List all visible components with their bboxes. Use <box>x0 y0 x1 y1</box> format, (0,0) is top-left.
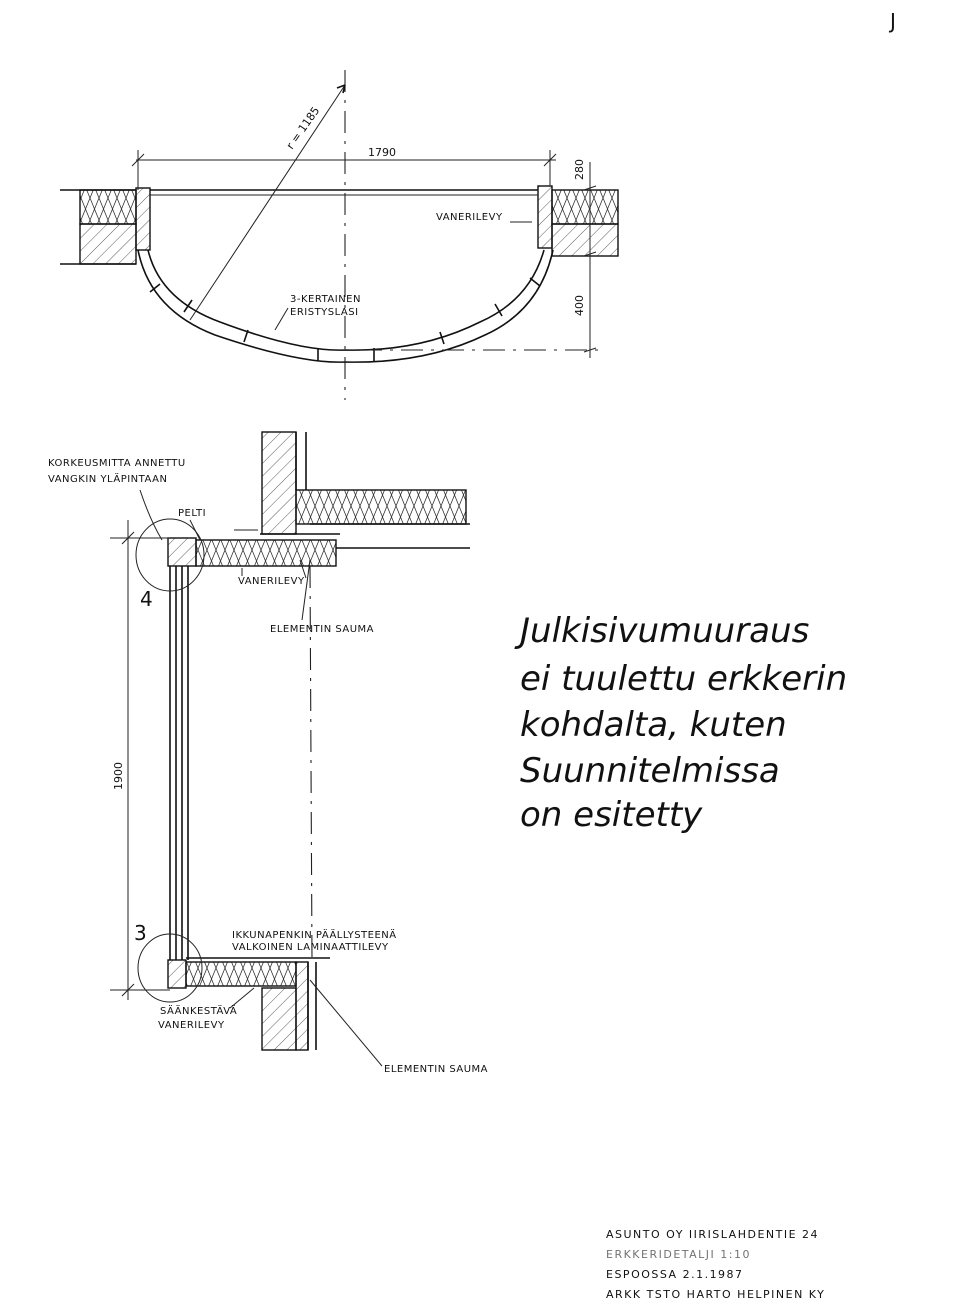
note-line1: Julkisivumuuraus <box>520 611 810 651</box>
plan-view <box>60 70 618 400</box>
section-plywood-label: VANERILEVY <box>238 576 305 587</box>
height-dimension: 1900 <box>112 762 125 790</box>
element-joint-top-label: ELEMENTIN SAUMA <box>270 624 375 635</box>
glass-label-line2: ERISTYSLASI <box>290 307 359 318</box>
window-frame <box>170 566 188 960</box>
title-line2: ERKKERIDETALJI 1:10 <box>606 1248 751 1261</box>
note-line3: kohdalta, kuten <box>520 705 787 745</box>
width-dimension: 1790 <box>368 146 396 159</box>
bay-roof-insulation <box>196 540 336 566</box>
height-note-line2: VANGKIN YLÄPINTAAN <box>48 474 168 485</box>
glass-label-line1: 3-KERTAINEN <box>290 294 361 305</box>
note-line4: Suunnitelmissa <box>520 751 780 791</box>
weatherproof-label-line2: VANERILEVY <box>158 1020 225 1031</box>
sill-insulation <box>186 962 296 986</box>
tin-label: PELTI <box>178 508 207 519</box>
handwritten-note <box>514 611 847 835</box>
radius-label: r = 1185 <box>283 104 323 152</box>
sill-edge <box>168 960 186 988</box>
note-line2: ei tuulettu erkkerin <box>520 659 848 699</box>
sill-label-line1: IKKUNAPENKIN PÄÄLLYSTEENÄ <box>232 930 397 941</box>
left-post <box>136 188 150 250</box>
detail-3: 3 <box>134 921 147 945</box>
right-post <box>538 186 552 248</box>
element-joint-bottom-label: ELEMENTIN SAUMA <box>384 1064 489 1075</box>
weatherproof-label-line1: SÄÄNKESTÄVÄ <box>160 1006 238 1017</box>
depth-dimension: 400 <box>573 295 586 316</box>
radius-line <box>190 85 345 320</box>
lower-wall-masonry <box>262 988 296 1050</box>
lower-wall-post <box>296 962 308 1050</box>
plan-plywood-label: VANERILEVY <box>436 212 503 223</box>
sill-label-line2: VALKOINEN LAMINAATTILEVY <box>232 942 389 953</box>
detail-4: 4 <box>140 587 153 611</box>
bay-roof-edge <box>168 538 196 566</box>
left-wall-insulation <box>80 190 136 224</box>
title-line4: ARKK TSTO HARTO HELPINEN KY <box>606 1288 826 1301</box>
upper-wall-masonry <box>262 432 296 534</box>
title-block <box>606 1228 825 1301</box>
title-line3: ESPOOSSA 2.1.1987 <box>606 1268 744 1281</box>
top-dimension: 280 <box>573 159 586 180</box>
page-number: J <box>890 9 896 33</box>
right-wall-masonry <box>552 224 618 256</box>
height-note-line1: KORKEUSMITTA ANNETTU <box>48 458 186 469</box>
left-wall-masonry <box>80 224 136 264</box>
title-line1: ASUNTO OY IIRISLAHDENTIE 24 <box>606 1228 820 1241</box>
right-wall-insulation <box>552 190 618 224</box>
upper-wall-insulation <box>296 490 466 524</box>
note-line5: on esitetty <box>520 795 703 835</box>
section-view <box>48 432 488 1075</box>
